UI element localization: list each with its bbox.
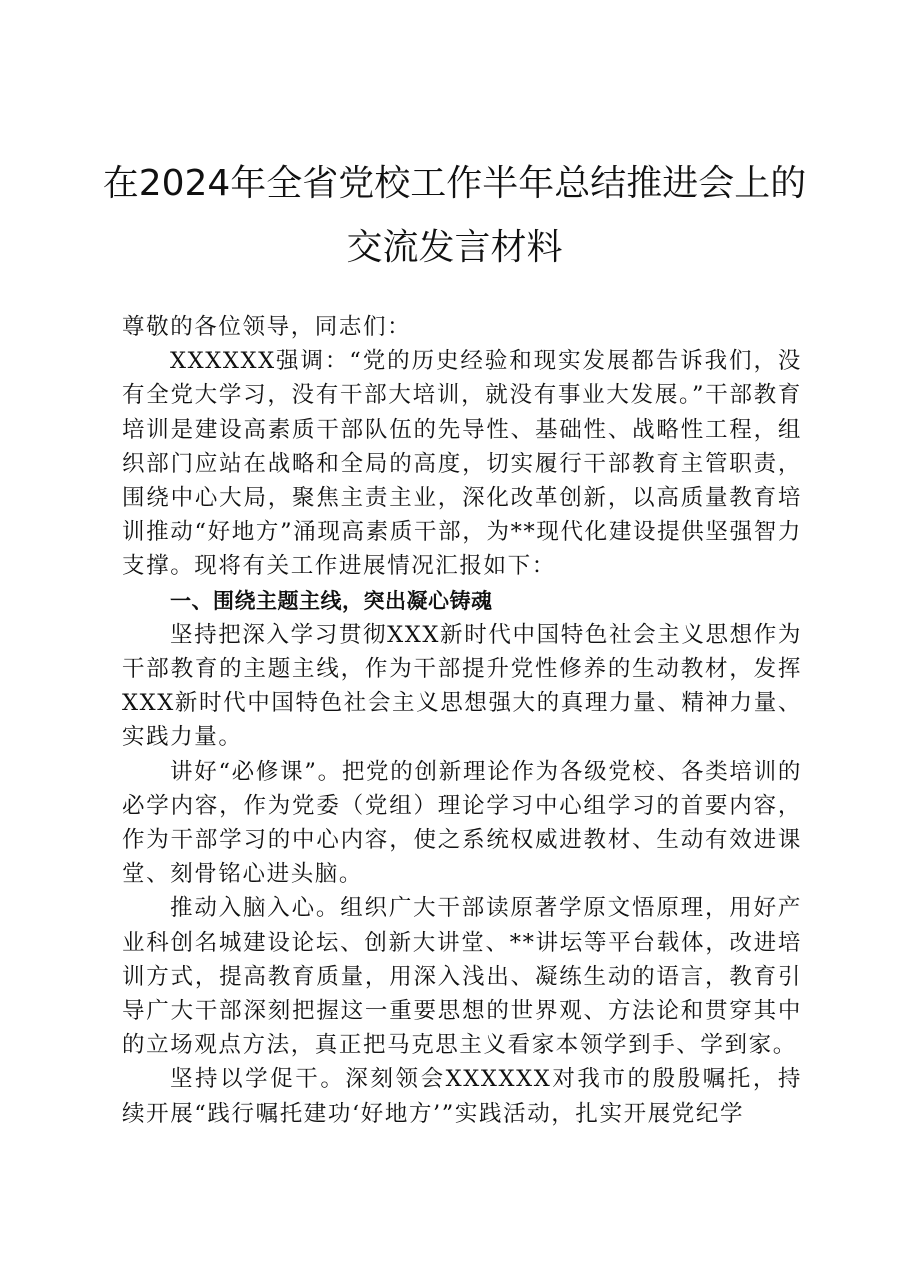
document-title-line-2: 交流发言材料	[346, 227, 563, 268]
salutation: 尊敬的各位领导，同志们：	[122, 314, 412, 340]
body-paragraph: 讲好“必修课”。把党的创新理论作为各级党校、各类培训的必学内容，作为党委（党组）理论学习中心组学习的首要内容，作为干部学习的中心内容，使之系统权威进教材、生动有效进课堂、刻骨铭心进头脑。	[122, 758, 802, 888]
section-heading: 一、围绕主题主线，突出凝心铸魂	[170, 588, 493, 613]
document-body	[122, 310, 802, 1131]
document-title-line-1: 在2024年全省党校工作半年总结推进会上的	[102, 163, 807, 204]
body-paragraph: 坚持把深入学习贯彻XXX新时代中国特色社会主义思想作为干部教育的主题主线，作为干部提升党性修养的生动教材，发挥XXX新时代中国特色社会主义思想强大的真理力量、精神力量、实践力量。	[122, 621, 802, 751]
body-paragraph: 推动入脑入心。组织广大干部读原著学原文悟原理，用好产业科创名城建设论坛、创新大讲堂、**讲坛等平台载体，改进培训方式，提高教育质量，用深入浅出、凝练生动的语言，教育引导广大干部深刻把握这一重要思想的世界观、方法论和贯穿其中的立场观点方法，真正把马克思主义看家本领学到手、学到家。	[122, 895, 802, 1059]
body-paragraph: XXXXXX强调：“党的历史经验和现实发展都告诉我们，没有全党大学习，没有干部大培训，就没有事业大发展。”干部教育培训是建设高素质干部队伍的先导性、基础性、战略性工程，组织部门应站在战略和全局的高度，切实履行干部教育主管职责，围绕中心大局，聚焦主责主业，深化改革创新，以高质量教育培训推动“好地方”涌现高素质干部，为**现代化建设提供坚强智力支撑。现将有关工作进展情况汇报如下：	[122, 348, 802, 580]
body-paragraph: 坚持以学促干。深刻领会XXXXXX对我市的殷殷嘱托，持续开展“践行嘱托建功‘好地方’”实践活动，扎实开展党纪学	[122, 1066, 802, 1127]
